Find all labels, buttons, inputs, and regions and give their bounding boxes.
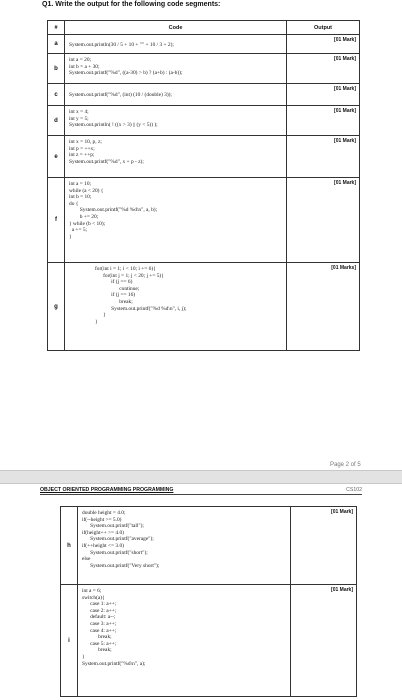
header-output: Output: [287, 21, 360, 35]
code-segment: double height = 4.0; if(--height >= 5.0) System.out.printf("tall"); if(height++ >= 4.0) System.out.printf("average"); if(++height <= 3.0) System.out.printf("short"); else System.out.printf("Very short");: [78, 507, 291, 585]
table-row: [48, 106, 360, 136]
row-label: c: [48, 84, 65, 106]
table-header-row: [48, 21, 360, 35]
document-page-3: [0, 484, 402, 700]
mark-label: [01 Mark]: [291, 507, 357, 585]
table-row: [61, 507, 357, 585]
mark-label: [01 Mark]: [287, 84, 360, 106]
row-label: h: [61, 507, 78, 585]
mark-label: [01 Marks]: [287, 263, 360, 351]
row-label: f: [48, 178, 65, 263]
table-row: [48, 54, 360, 84]
table-row: [48, 178, 360, 263]
code-segment: int a = 6; switch(a){ case 1: a++; case 2: a++; default: a--; case 3: a++; case 4: a++; break; case 5: a++; break; } System.out.printf("%d\n", a);: [78, 585, 291, 697]
page-number: Page 2 of 5: [330, 462, 361, 468]
row-label: b: [48, 54, 65, 84]
row-label: e: [48, 136, 65, 178]
mark-label: [01 Mark]: [287, 136, 360, 178]
code-output-table-continued: [60, 506, 357, 697]
table-row: [48, 35, 360, 54]
code-segment: int x = 10, p, z; int p = ++x; int z = ++p; System.out.printf("%d", x + p - z);: [65, 136, 287, 178]
row-label: d: [48, 106, 65, 136]
row-label: a: [48, 35, 65, 54]
course-code: CS102: [346, 487, 362, 493]
code-segment: int a = 20; int b = a + 30; System.out.printf("%d", ((a-30) > b) ? (a+b) : (a-b));: [65, 54, 287, 84]
mark-label: [01 Mark]: [287, 106, 360, 136]
header-code: Code: [65, 21, 287, 35]
mark-label: [01 Mark]: [287, 178, 360, 263]
code-segment: System.out.printf("%d", (int) (10 / (double) 3));: [65, 84, 287, 106]
code-segment: for(int i = 1; i < 10; i += 6){ for(int j = 1; j < 20; j += 5){ if (j == 6) continue; if (j == 16) break; System.out.printf("%d %d\n", i, j); } }: [65, 263, 287, 351]
code-segment: int x = 4; int y = 5; System.out.println( ! ((x > 3) || (y < 5)) );: [65, 106, 287, 136]
page-running-header: [40, 487, 362, 495]
table-row: [48, 84, 360, 106]
code-segment: int a = 10; while (a < 20) { int b = 10; do { System.out.printf("%d %d\n", a, b); b += 20; } while (b < 10); a += 5; }: [65, 178, 287, 263]
table-row: [48, 136, 360, 178]
mark-label: [01 Mark]: [291, 585, 357, 697]
row-label: i: [61, 585, 78, 697]
course-title: OBJECT ORIENTED PROGRAMMING PROGRAMMING: [40, 487, 174, 493]
header-number: #: [48, 21, 65, 35]
table-row: [61, 585, 357, 697]
table-row: [48, 263, 360, 351]
question-title: Q1. Write the output for the following code segments:: [42, 1, 221, 8]
code-output-table: [47, 20, 360, 351]
mark-label: [01 Mark]: [287, 35, 360, 54]
mark-label: [01 Mark]: [287, 54, 360, 84]
row-label: g: [48, 263, 65, 351]
page-separator: [0, 470, 402, 484]
code-segment: System.out.println(30 / 5 + 10 + "" + 10 / 3 + 2);: [65, 35, 287, 54]
